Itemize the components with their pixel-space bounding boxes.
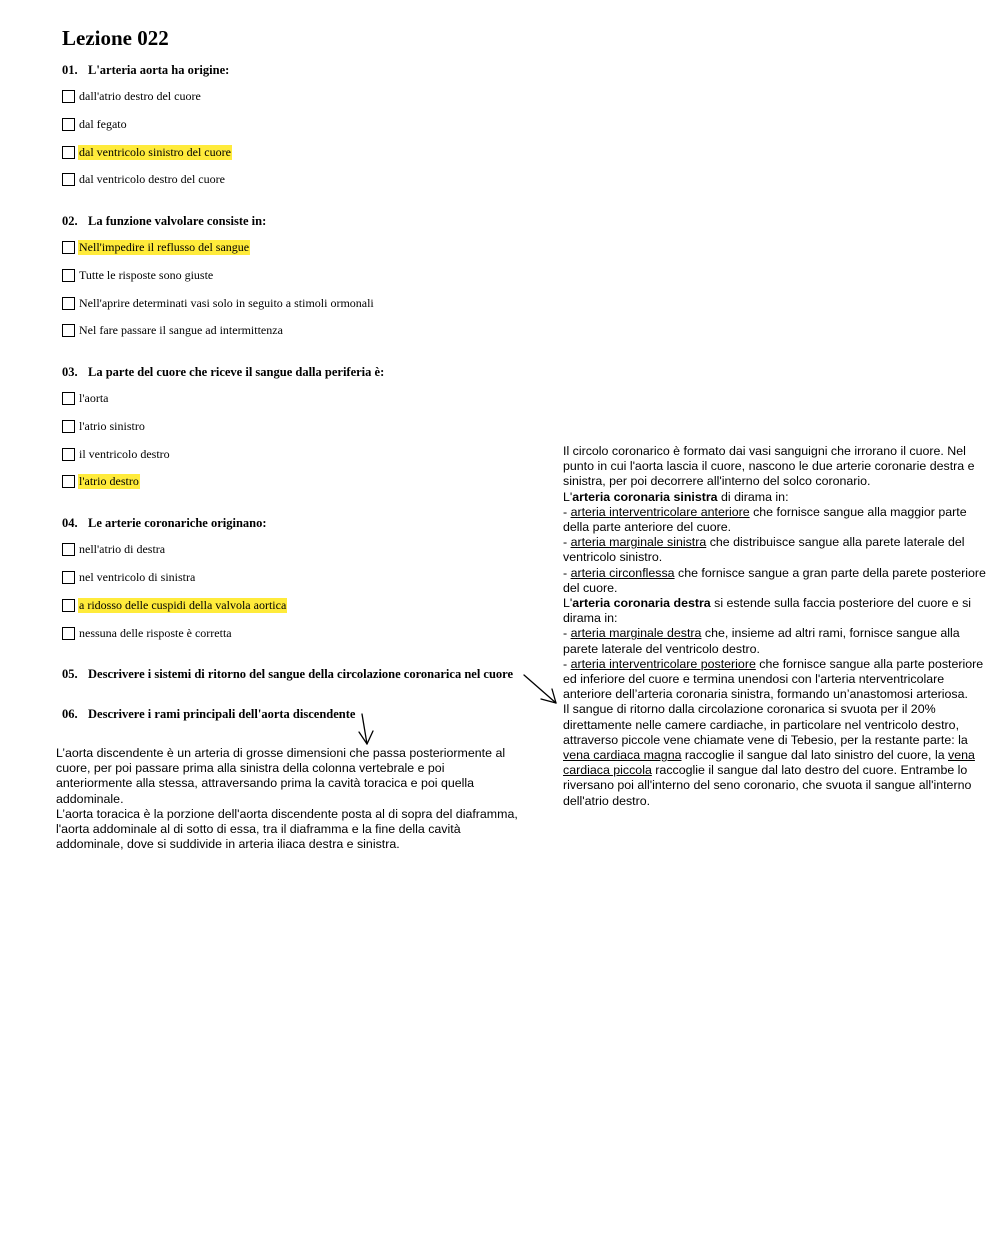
right-branch-1: - arteria marginale destra che, insieme ad altri rami, fornisce sangue alla parete laterale del ventricolo destro.	[563, 626, 960, 656]
question-text: Descrivere i rami principali dell'aorta discendente	[88, 707, 356, 721]
q02-option-1[interactable]	[62, 239, 250, 255]
option-label: Nell'aprire determinati vasi solo in seguito a stimoli ormonali	[79, 295, 374, 310]
option-label-highlighted: dal ventricolo sinistro del cuore	[79, 144, 231, 159]
q04-option-2[interactable]	[62, 569, 196, 585]
question-text: La funzione valvolare consiste in:	[88, 214, 267, 228]
answer-06-paragraph-2: L’aorta toracica è la porzione dell'aorta discendente posta al di sopra del diaframma, l'aorta addominale al di sotto di essa, tra il diaframma e la fine della cavità addominale, dove si suddivide in arteria iliaca destra e sinistra.	[56, 806, 518, 852]
question-text: Le arterie coronariche originano:	[88, 516, 267, 530]
option-label: Tutte le risposte sono giuste	[79, 267, 214, 282]
question-text: Descrivere i sistemi di ritorno del sangue della circolazione coronarica nel cuore	[88, 667, 514, 681]
question-number: 04.	[62, 516, 78, 530]
option-label-highlighted: l'atrio destro	[79, 473, 139, 488]
question-number: 06.	[62, 707, 78, 721]
left-branch-3: - arteria circonflessa che fornisce sangue a gran parte della parete posteriore del cuore.	[563, 565, 986, 595]
q01-option-1[interactable]	[62, 88, 202, 104]
q01-option-4[interactable]	[62, 171, 226, 187]
q04-option-3[interactable]	[62, 597, 287, 613]
answer-06-paragraph-1: L’aorta discendente è un arteria di grosse dimensioni che passa posteriormente al cuore, per poi passare prima alla sinistra della colonna vertebrale e poi anteriormente alla stessa, attraversando prima la cavità toracica e poi quella addominale.	[56, 746, 506, 806]
checkbox[interactable]	[62, 241, 75, 254]
option-label: nessuna delle risposte è corretta	[79, 625, 232, 640]
option-label: Nel fare passare il sangue ad intermittenza	[79, 322, 283, 337]
left-branch-1: - arteria interventricolare anteriore che fornisce sangue alla maggior parte della parte anteriore del cuore.	[563, 504, 967, 535]
q03-option-2[interactable]	[62, 418, 146, 434]
checkbox[interactable]	[62, 627, 75, 640]
question-06-heading	[62, 707, 355, 722]
checkbox[interactable]	[62, 448, 75, 461]
q02-option-3[interactable]	[62, 295, 375, 311]
question-05-heading	[62, 667, 513, 682]
checkbox[interactable]	[62, 269, 75, 282]
q04-option-1[interactable]	[62, 541, 166, 557]
question-01-heading	[62, 63, 229, 78]
option-label: nell'atrio di destra	[79, 541, 166, 556]
checkbox[interactable]	[62, 599, 75, 612]
question-04-heading	[62, 516, 267, 531]
answer-05-text	[563, 444, 995, 809]
checkbox[interactable]	[62, 324, 75, 337]
option-label: il ventricolo destro	[79, 446, 170, 461]
checkbox[interactable]	[62, 475, 75, 488]
q04-option-4[interactable]	[62, 625, 233, 641]
checkbox[interactable]	[62, 118, 75, 131]
question-02-heading	[62, 214, 266, 229]
option-label: dall'atrio destro del cuore	[79, 88, 201, 103]
option-label: nel ventricolo di sinistra	[79, 569, 196, 584]
checkbox[interactable]	[62, 297, 75, 310]
question-number: 03.	[62, 365, 78, 379]
right-coronary-heading: L'arteria coronaria destra si estende sulla faccia posteriore del cuore e si dirama in:	[563, 596, 972, 626]
option-label-highlighted: a ridosso delle cuspidi della valvola aortica	[79, 597, 287, 612]
checkbox[interactable]	[62, 90, 75, 103]
q01-option-3[interactable]	[62, 144, 232, 160]
q03-option-1[interactable]	[62, 390, 109, 406]
left-branch-2: - arteria marginale sinistra che distribuisce sangue alla parete laterale del ventricolo sinistro.	[563, 535, 965, 565]
option-label: dal ventricolo destro del cuore	[79, 171, 225, 186]
right-branch-2: - arteria interventricolare posteriore che fornisce sangue alla parte posteriore ed inferiore del cuore e termina unendosi con l'arteria nterventricolare anteriore dell’arteria coronaria sinistra, formando un’anastomosi arteriosa.	[563, 656, 984, 702]
left-coronary-heading: L'arteria coronaria sinistra di dirama in:	[563, 489, 789, 504]
question-text: L'arteria aorta ha origine:	[88, 63, 230, 77]
q02-option-4[interactable]	[62, 322, 284, 338]
lesson-title: Lezione 022	[62, 26, 169, 50]
venous-return-text: Il sangue di ritorno dalla circolazione coronarica si svuota per il 20% direttamente nelle camere cardiache, in particolare nel ventricolo destro, attraverso piccole vene chiamate vene di Tebesio, per la restante parte: la vena cardiaca magna raccoglie il sangue dal lato sinistro del cuore, la vena cardiaca piccola raccoglie il sangue dal lato destro del cuore. Entrambe lo riversano poi all'interno del seno coronario, che svuota il sangue all'interno dell'atrio destro.	[563, 702, 975, 808]
question-03-heading	[62, 365, 384, 380]
checkbox[interactable]	[62, 543, 75, 556]
checkbox[interactable]	[62, 392, 75, 405]
arrow-to-answer-06-icon	[359, 714, 373, 744]
q03-option-4[interactable]	[62, 473, 140, 489]
answer-05-intro: Il circolo coronarico è formato dai vasi sanguigni che irrorano il cuore. Nel punto in cui l'aorta lascia il cuore, nascono le due arterie coronarie destra e sinistra, per poi decorrere all'interno del solco coronario.	[563, 444, 975, 489]
checkbox[interactable]	[62, 173, 75, 186]
question-number: 01.	[62, 63, 78, 77]
question-text: La parte del cuore che riceve il sangue dalla periferia è:	[88, 365, 385, 379]
checkbox[interactable]	[62, 420, 75, 433]
q03-option-3[interactable]	[62, 446, 171, 462]
option-label: dal fegato	[79, 116, 127, 131]
option-label-highlighted: Nell'impedire il reflusso del sangue	[79, 239, 250, 254]
question-number: 05.	[62, 667, 78, 681]
arrow-to-answer-05-icon	[524, 675, 556, 703]
checkbox[interactable]	[62, 146, 75, 159]
answer-06-text	[56, 746, 524, 852]
q02-option-2[interactable]	[62, 267, 214, 283]
option-label: l'aorta	[79, 390, 109, 405]
q01-option-2[interactable]	[62, 116, 128, 132]
option-label: l'atrio sinistro	[79, 418, 145, 433]
question-number: 02.	[62, 214, 78, 228]
checkbox[interactable]	[62, 571, 75, 584]
